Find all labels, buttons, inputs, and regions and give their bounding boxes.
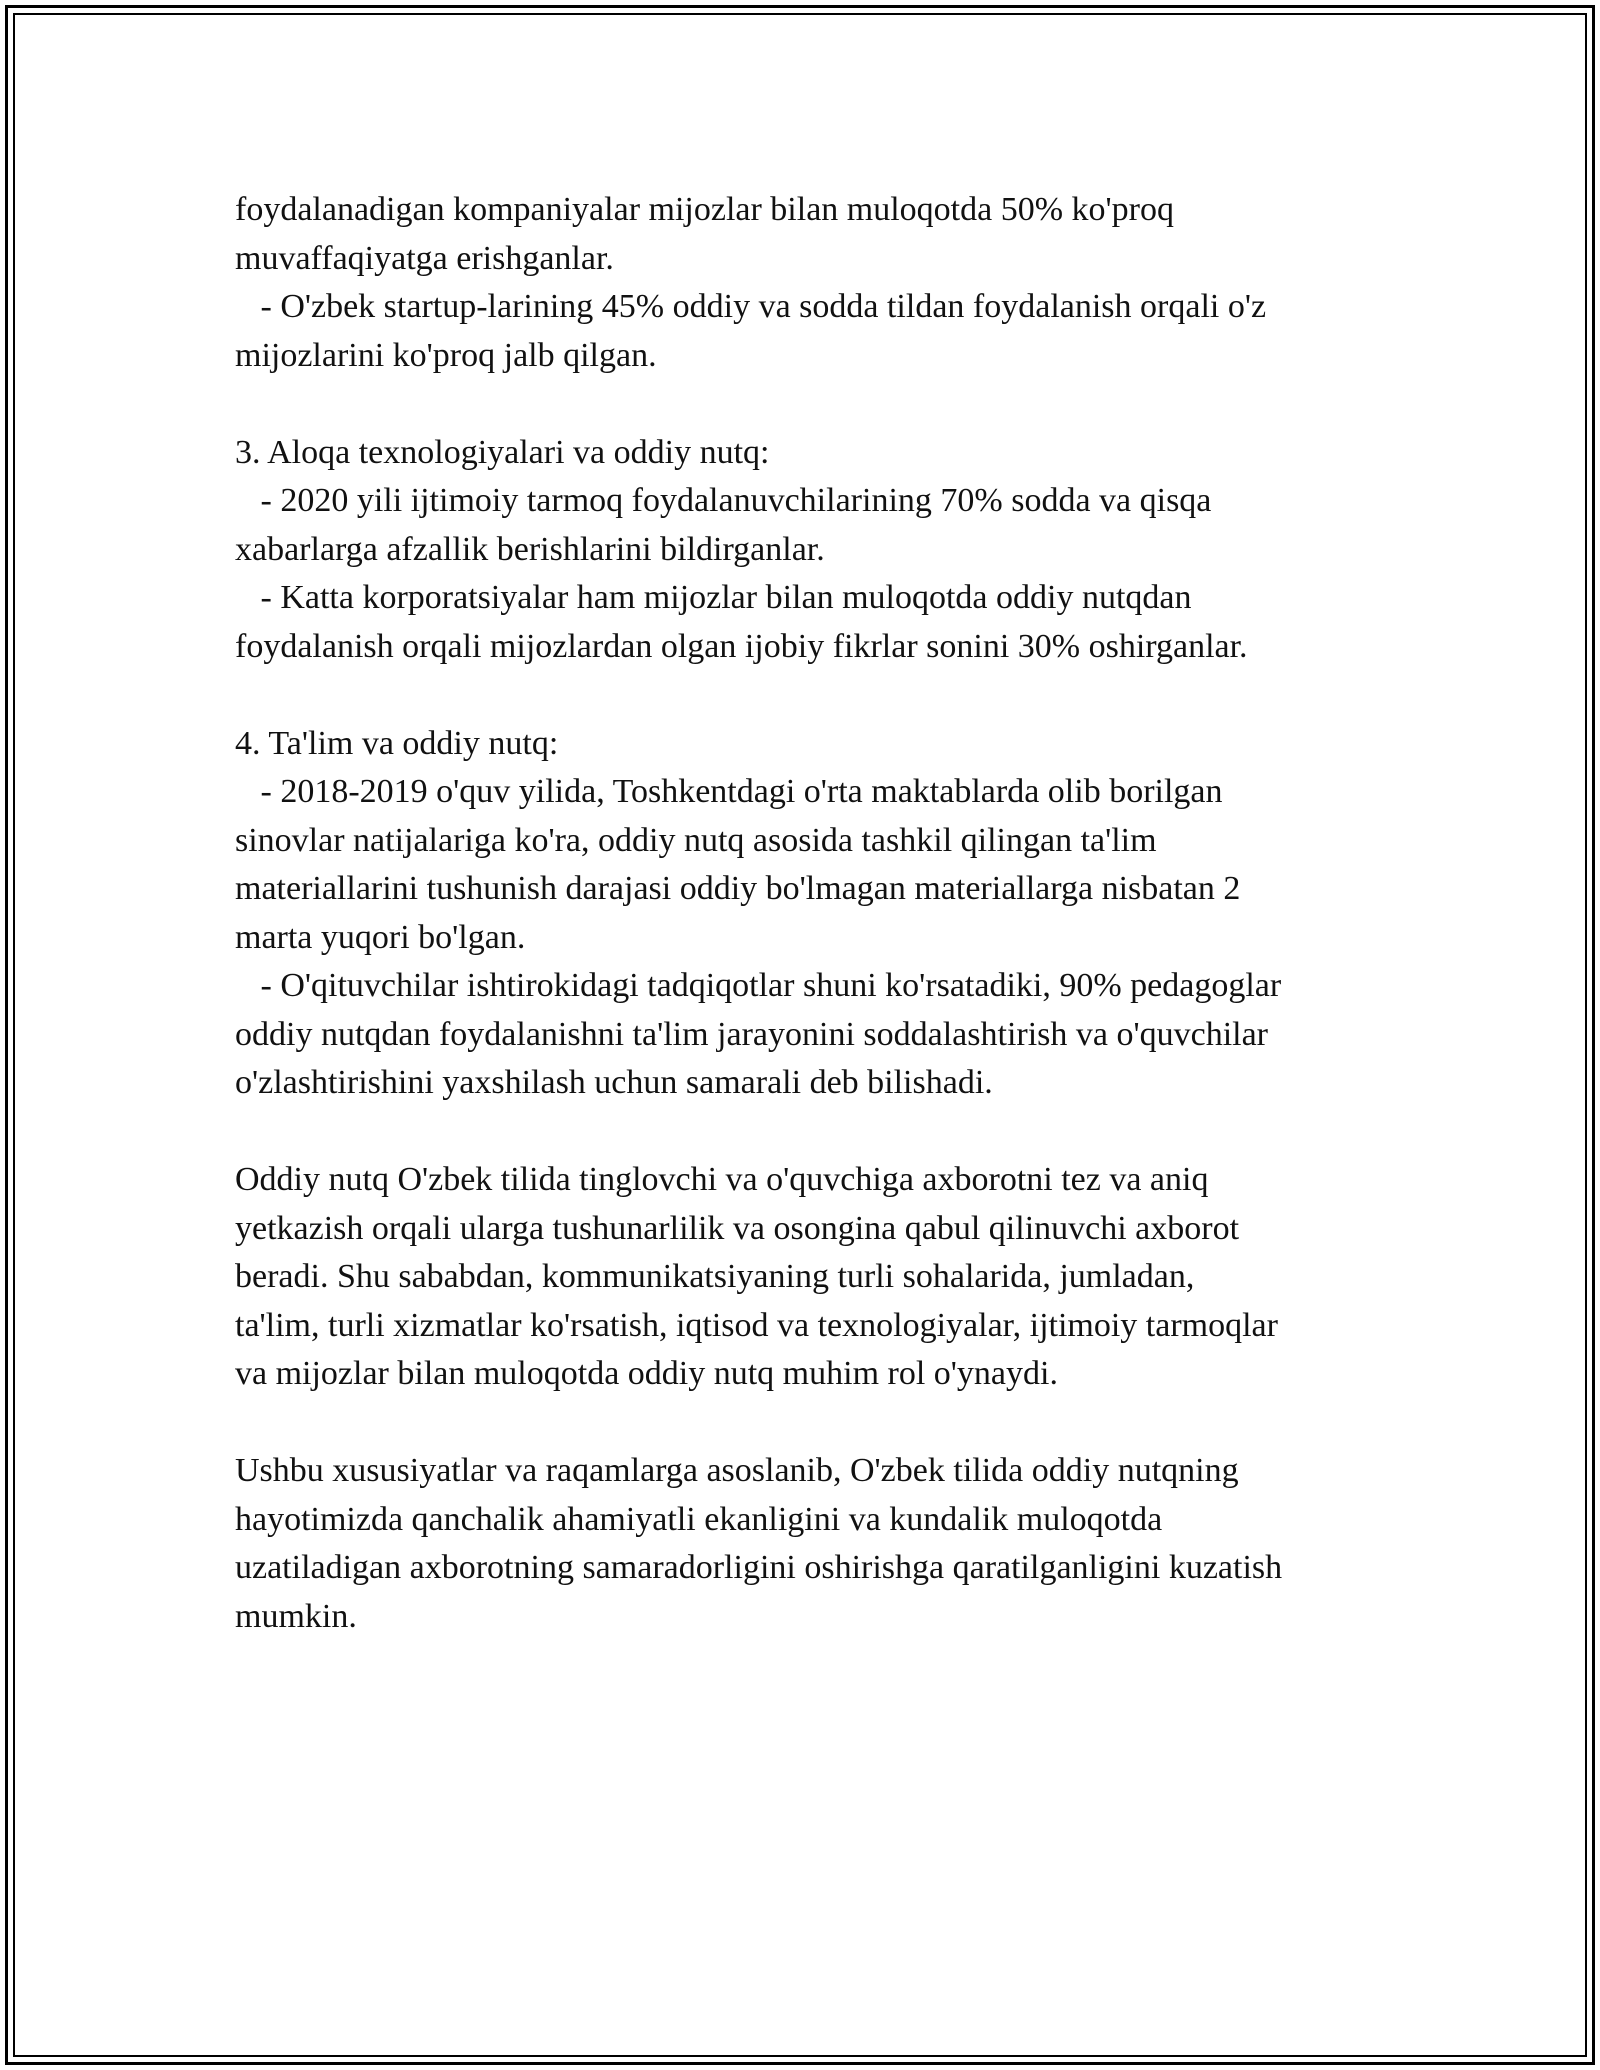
list-item-line: - 2018-2019 o'quv yilida, Toshkentdagi o'rta maktablarda olib borilgan (235, 773, 1223, 810)
text-line: yetkazish orqali ularga tushunarlilik va osongina qabul qilinuvchi axborot (235, 1209, 1240, 1247)
list-item-line: - Katta korporatsiyalar ham mijozlar bilan muloqotda oddiy nutqdan (235, 579, 1192, 616)
text-line: beradi. Shu sababdan, kommunikatsiyaning turli sohalarida, jumladan, (235, 1258, 1195, 1295)
text-line: mumkin. (235, 1597, 357, 1635)
text-line: uzatiladigan axborotning samaradorligini oshirishga qaratilganligini kuzatish (235, 1549, 1283, 1586)
text-line: materiallarini tushunish darajasi oddiy bo'lmagan materiallarga nisbatan 2 (235, 870, 1241, 907)
block-communication-technologies (235, 429, 1385, 672)
text-line: Ushbu xususiyatlar va raqamlarga asoslanib, O'zbek tilida oddiy nutqning (235, 1452, 1239, 1489)
text-line: mijozlarini ko'proq jalb qilgan. (235, 336, 657, 374)
section-heading: 4. Ta'lim va oddiy nutq: (235, 724, 559, 762)
list-item-line: - 2020 yili ijtimoiy tarmoq foydalanuvchilarining 70% sodda va qisqa (235, 482, 1212, 519)
text-line: hayotimizda qanchalik ahamiyatli ekanligini va kundalik muloqotda (235, 1500, 1163, 1538)
block-summary-paragraph (235, 1156, 1385, 1399)
text-line: va mijozlar bilan muloqotda oddiy nutq muhim rol o'ynaydi. (235, 1355, 1058, 1392)
paragraph-spacer (235, 380, 1385, 429)
list-item-line: - O'zbek startup-larining 45% oddiy va sodda tildan foydalanish orqali o'z (235, 288, 1267, 325)
text-line: xabarlarga afzallik berishlarini bildirganlar. (235, 530, 825, 568)
text-line: foydalanish orqali mijozlardan olgan ijobiy fikrlar sonini 30% oshirganlar. (235, 627, 1248, 665)
section-heading: 3. Aloqa texnologiyalari va oddiy nutq: (235, 433, 770, 471)
paragraph-spacer (235, 671, 1385, 720)
text-line: marta yuqori bo'lgan. (235, 918, 526, 956)
text-line: muvaffaqiyatga erishganlar. (235, 239, 614, 277)
text-line: sinovlar natijalariga ko'ra, oddiy nutq asosida tashkil qilingan ta'lim (235, 821, 1157, 859)
paragraph-spacer (235, 1108, 1385, 1157)
text-line: o'zlashtirishini yaxshilash uchun samarali deb bilishadi. (235, 1064, 993, 1101)
text-line: oddiy nutqdan foydalanishni ta'lim jarayonini soddalashtirish va o'quvchilar (235, 1015, 1268, 1053)
document-body (235, 186, 1385, 1641)
block-business-stats (235, 186, 1385, 380)
paragraph-spacer (235, 1399, 1385, 1448)
list-item-line: - O'qituvchilar ishtirokidagi tadqiqotlar shuni ko'rsatadiki, 90% pedagoglar (235, 967, 1282, 1004)
text-line: foydalanadigan kompaniyalar mijozlar bilan muloqotda 50% ko'proq (235, 191, 1174, 228)
text-line: Oddiy nutq O'zbek tilida tinglovchi va o'quvchiga axborotni tez va aniq (235, 1161, 1209, 1198)
block-conclusion-paragraph (235, 1447, 1385, 1641)
text-line: ta'lim, turli xizmatlar ko'rsatish, iqtisod va texnologiyalar, ijtimoiy tarmoqlar (235, 1306, 1278, 1344)
block-education (235, 720, 1385, 1108)
